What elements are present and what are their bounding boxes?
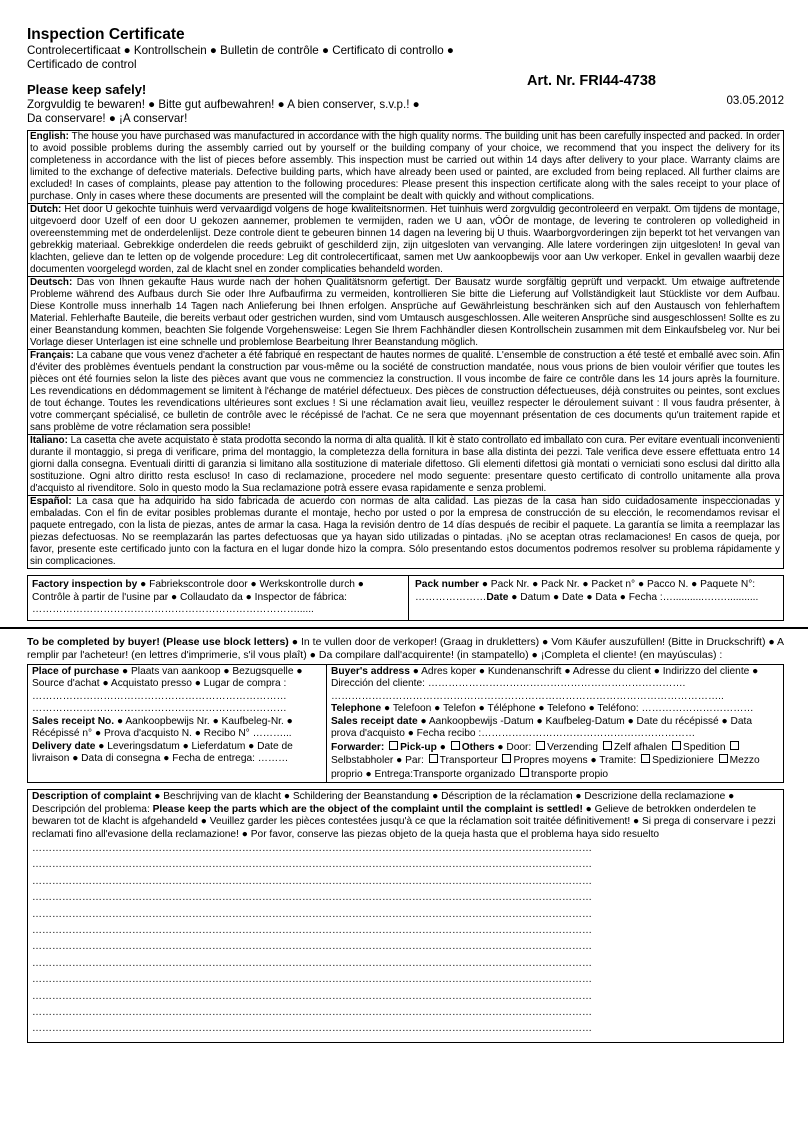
pickup-checkbox[interactable] [389, 741, 398, 750]
article-number: Art. Nr. FRI44-4738 [527, 73, 656, 89]
lang-text: La cabane que vous venez d'acheter a été fabriqué en respectant de hautes normes de qualité. L'ensemble de construction a été testé et emballé avec soin. Afin d'éviter des problèmes éventuels pendant la construction par vous-même ou la société de construction mandatée, nous vous prions de bien vouloir vérifier que toutes les pièces ont été fournies selon la liste des pièces avant que vous ne commenciez la construction. Il vous incombe de faire ce contrôle dans les 14 jours après la fourniture. Les revendications en dédommagement se limitent à l'échange de matériel défectueux. Des pièces de construction défectueuses, déjà construites ou peintes, sont exclues de tout échange. Toutes les revendications ultérieures sont exclues ! Si une réclamation avait lieu, veuillez respecter le déroulement suivant : Il vous faudra présenter, à votre commerçant spécialisé, ce bulletin de contrôle avec le récépissé de l'achat. Ce ne sera que moyennant présentation de ces documents qu'un traitement rapide et sans problème de votre réclamation sera possible! [30, 350, 780, 433]
address-label: Buyer's address [331, 665, 410, 677]
factory-inspection-label: Factory inspection by [32, 579, 138, 590]
lang-text: Het door U gekochte tuinhuis werd vervaardigd volgens de hoge kwaliteitsnormen. Het tuinhuis werd zorgvuldig gecontroleerd en verpakt. Om tijdens de montage, uitgevoerd door Uzelf of een door U gekozen aannemer, problemen te vermijden, raden we U aan, vÓÓr de montage, de levering te controleren op volledigheid in overeenstemming met de onderdelenlijst. Deze controle dient te gebeuren binnen 14 dagen na levering bij U thuis. Waarborgvorderingen zijn beperkt tot het vervangen van gebrekkig materiaal. Gebrekkige onderdelen die reeds gebruikt of geschilderd zijn, zijn uitgesloten van vervanging. Alle latere vorderingen zijn uitgesloten! In geval van klachten, gelieve dan te letten op de volgende procedure: Leg dit controlecertificaat, samen met Uw aankoopbewijs voor aan Uw verkoper. Enkel in gevallen waarbij deze documenten voorgelegd worden, zal de klacht snel en zonder complicaties behandeld worden. [30, 204, 780, 275]
selbstabholer-label: Selbstabholer ● Par: [331, 755, 424, 766]
complaint-line: …………………………………………………………………………………………………………………………………………………… [32, 974, 592, 986]
inspection-certificate-page [27, 26, 784, 1043]
complaint-line: …………………………………………………………………………………………………………………………………………………… [32, 908, 592, 920]
forwarder-label: Forwarder: [331, 741, 385, 753]
complaint-line: …………………………………………………………………………………………………………………………………………………… [32, 843, 592, 854]
phone-label: Telephone [331, 703, 382, 714]
complaint-description-box [27, 789, 784, 1043]
transporteur-checkbox[interactable] [429, 754, 438, 763]
pickup-label: Pick-up [400, 741, 437, 753]
complaint-line: …………………………………………………………………………………………………………………………………………………… [32, 892, 592, 904]
complaint-line: …………………………………………………………………………………………………………………………………………………… [32, 875, 592, 887]
pack-number-dots: ………………… [415, 591, 487, 603]
lang-label: Dutch: [30, 204, 62, 215]
delivery-date-field[interactable] [32, 741, 322, 766]
document-title: Inspection Certificate [27, 26, 185, 43]
spedizioniere-label: Spedizioniere [652, 755, 714, 766]
lang-espanol [28, 496, 783, 568]
pack-number-text: ● Pack Nr. ● Pack Nr. ● Packet n° ● Pacco N. ● Paquete N°: [478, 579, 756, 590]
lang-francais [28, 350, 783, 435]
lang-text: La casetta che avete acquistato è stata prodotta secondo la norma di alta qualità. Il kit è stato controllato ed imballato con cura. Per evitare eventuali inconvenienti durante il montaggio, si prega di verificare, prima del montaggio, la completezza della fornitura in base alla distinta dei pezzi. Tale verifica deve essere effettuata entro 14 giorni dalla consegna. Eventuali diritti di garanzia si limitano alla sostituzione di materiale difettoso. Gli elementi difettosi già montati o verniciati sono esclusi dal diritto alla sostituzione. Ogni altro diritto resta escluso! In caso di reclamazione, procedere nel modo seguente: presentare questo certificato di controllo unitamente alla prova d'acquisto al rivenditore. Solo in questo modo la Sua reclamazione potrà essere evasa rapidamente e senza problemi. [30, 435, 780, 494]
complaint-line: …………………………………………………………………………………………………………………………………………………… [32, 1023, 592, 1035]
date-text: ● Datum ● Date ● Data ● Fecha :…...........….…........... [508, 591, 759, 603]
complaint-line: …………………………………………………………………………………………………………………………………………………… [32, 957, 592, 969]
delivery-text: ● Leveringsdatum ● Lieferdatum ● Date de livraison ● Data di consegna ● Fecha de entrega: ……… [32, 740, 293, 764]
transporte-propio-checkbox[interactable] [520, 768, 529, 777]
spedition-label: Spedition [683, 741, 726, 753]
delivery-label: Delivery date [32, 740, 96, 752]
pack-number-label: Pack number [415, 579, 479, 590]
keep-safely-translations: Zorgvuldig te bewaren! ● Bitte gut aufbewahren! ● A bien conserver, s.v.p.! ● Da conservare! ● ¡A conservar! [27, 98, 420, 125]
telephone-field[interactable] [331, 703, 779, 716]
date-label: Date [486, 591, 509, 603]
factory-inspection-text: ● Fabriekscontrole door ● Werkskontrolle durch ● Contrôle à partir de l'usine par ● Collaudato da ● Inspector de fábrica: [32, 579, 364, 603]
complaint-text-2: ● Gelieve de betrokken onderdelen te bewaren tot de klacht is afgehandeld ● Veuillez garder les pièces contestées jusqu'à ce que la réclamation soit traitée définitivement! ● Si prega di conservare i pezzi reclamati fino all'evasione della reclamazione! ● Por favor, conserve las piezas objeto de la queja hasta que el problema haya sido resuelto [32, 803, 776, 840]
keep-safely-heading: Please keep safely! [27, 82, 147, 97]
propres-moyens-checkbox[interactable] [502, 754, 511, 763]
mezzo-proprio-label: Mezzo proprio ● Entrega:Transporte organizado [331, 755, 760, 780]
sales-date-label: Sales receipt date [331, 715, 418, 727]
place-dots-2: ………………………………………………………………… [32, 703, 287, 714]
lang-label: Français: [30, 350, 74, 361]
lang-label: Español: [30, 496, 72, 507]
lang-label: English: [30, 131, 69, 142]
pack-number-field[interactable] [409, 576, 783, 620]
mezzo-proprio-checkbox[interactable] [719, 754, 728, 763]
complaint-line: …………………………………………………………………………………………………………………………………………………… [32, 990, 592, 1002]
address-dots: …………………………………………………………………………………………………….. [331, 690, 724, 702]
document-subtitle: Controlecertificaat ● Kontrollschein ● Bulletin de contrôle ● Certificato di controllo ● Certificado de control [27, 44, 454, 71]
door-label: ● Door: [494, 741, 532, 753]
buyer-address-field[interactable] [331, 666, 779, 691]
propres-moyens-label: Propres moyens ● Tramite: [513, 755, 637, 766]
sales-date-text: ● Aankoopbewijs -Datum ● Kaufbeleg-Datum ● Date du récépissé ● Data prova d'acquisto ● Fecha recibo :……………………………………………………… [331, 715, 753, 739]
factory-inspection-dots: ……………………………………………………………………...... [32, 604, 314, 615]
spedition-checkbox[interactable] [672, 741, 681, 750]
buyer-heading-text: ● In te vullen door de verkoper! (Graag in drukletters) ● Vom Käufer auszufüllen! (Bitte in Druckschrift) ● A remplir par l'acheteur! (en lettres d'imprimerie, s'il vous plaît) ● Da compilare dall'acquirente! (in stampatello) ● ¡Completa el cliente! (en mayúsculas) : [27, 635, 784, 661]
complaint-writing-lines[interactable] [32, 841, 779, 1038]
buyer-section-heading [27, 636, 784, 662]
lang-deutsch [28, 277, 783, 350]
lang-text: La casa que ha adquirido ha sido fabricada de acuerdo con normas de alta calidad. Las piezas de la casa han sido cuidadosamente inspeccionadas y embaladas. Con el fin de evitar posibles problemas durante el montaje, hecho por usted o por la empresa de construcción de su elección, le recomendamos revisar el paquete entregado, con la lista de piezas, antes de armar la casa. Haga la revisión dentro de 14 días después de recibir el paquete. La garantía se limita a reemplazar las piezas defectuosas. No se reemplazarán las partes defectuosas que ya hayan sido utilizadas o pintadas. ¡No se aceptan otras reclamaciones! En casos de queja, por favor, presente este certificado junto con la factura en el lugar donde hizo la compra. Sólo presentando estos documentos podremos resolver su problema rápidamente y sin complicaciones. [30, 496, 780, 567]
lang-dutch [28, 204, 783, 277]
spedizioniere-checkbox[interactable] [641, 754, 650, 763]
purchase-column [28, 665, 327, 783]
document-date: 03.05.2012 [726, 95, 784, 107]
place-of-purchase-field[interactable] [32, 666, 322, 691]
complaint-line: …………………………………………………………………………………………………………………………………………………… [32, 1007, 592, 1019]
others-checkbox[interactable] [451, 741, 460, 750]
zelf-afhalen-checkbox[interactable] [603, 741, 612, 750]
receipt-no-text: ● Aankoopbewijs Nr. ● Kaufbeleg-Nr. ● Récépissé n° ● Prova d'acquisto N. ● Recibo N° ………... [32, 715, 293, 739]
lang-label: Italiano: [30, 435, 68, 446]
buyer-column [327, 665, 783, 783]
transporteur-label: Transporteur [439, 755, 498, 766]
verzending-checkbox[interactable] [536, 741, 545, 750]
section-divider [0, 627, 808, 629]
complaint-line: …………………………………………………………………………………………………………………………………………………… [32, 941, 592, 953]
others-label: Others [461, 741, 495, 753]
verzending-label: Verzending [547, 741, 599, 753]
sales-receipt-date-field[interactable] [331, 716, 779, 741]
complaint-line: …………………………………………………………………………………………………………………………………………………… [32, 859, 592, 871]
place-dots-1: ………………………………………………………………… [32, 690, 287, 702]
factory-inspection-field[interactable] [28, 576, 409, 620]
complaint-instructions [32, 791, 779, 841]
complaint-text-1: ● Beschrijving van de klacht ● Schildering der Beanstandung ● Déscription de la réclamation ● Descrizione della reclamazione ● Descripción del problema: [32, 791, 735, 815]
lang-italiano [28, 435, 783, 496]
language-terms-box [27, 130, 784, 569]
factory-inspection-box [27, 575, 784, 621]
address-text: ● Adres koper ● Kundenanschrift ● Adresse du client ● Indirizzo del cliente ● Dirección del cliente: …………………………………………………………………. [331, 665, 759, 689]
buyer-details-grid [27, 664, 784, 784]
selbstabholer-checkbox[interactable] [730, 741, 739, 750]
complaint-label: Description of complaint [32, 791, 152, 802]
complaint-line: …………………………………………………………………………………………………………………………………………………… [32, 925, 592, 937]
lang-english [28, 131, 783, 204]
receipt-no-label: Sales receipt No. [32, 715, 115, 727]
place-label: Place of purchase [32, 665, 120, 677]
buyer-heading-label: To be completed by buyer! (Please use block letters) [27, 635, 289, 648]
zelf-afhalen-label: Zelf afhalen [613, 741, 668, 753]
sales-receipt-no-field[interactable] [32, 716, 322, 741]
lang-text: Das von Ihnen gekaufte Haus wurde nach der hohen Qualitätsnorm gefertigt. Der Bausatz wurde sorgfältig geprüft und verpackt. Um etwaige auftretende Probleme während des Aufbaus durch Sie oder Ihre Aufbaufirma zu vermeiden, kontrollieren Sie bitte die Lieferung auf Vollständigkeit laut Stückliste vor dem Aufbau. Diese Kontrolle muss innerhalb 14 Tagen nach Anlieferung bei Ihnen erfolgen. Ansprüche auf Gewährleistung beschränken sich auf den Austausch von fehlerhaftem Material. Fehlerhafte Bauteile, die bereits verbaut oder gestrichen wurden, sind vom Umtausch ausgeschlossen. Alle weiteren Ansprüche sind ausgeschlossen! Sollte es zu einer Beanstandung kommen, beachten Sie folgende Vorgehensweise: Legen Sie Ihrem Fachhändler diesen Kontrollschein zusammen mit dem Einkaufsbeleg vor. Nur bei Vorlage dieser Unterlagen ist eine schnelle und problemlose Bearbeitung Ihrer Beanstandung möglich. [30, 277, 780, 348]
lang-label: Deutsch: [30, 277, 73, 288]
complaint-keep-parts: Please keep the parts which are the object of the complaint until the complaint is settled! [152, 803, 583, 815]
place-text: ● Plaats van aankoop ● Bezugsquelle ● Source d'achat ● Acquistato presso ● Lugar de compra : [32, 665, 303, 689]
forwarder-field: Forwarder: Pick-up ● Others ● Door: Verzending Zelf afhalen Spedition Selbstabholer ● Par: Transporteur Propres moyens ● Tramite: Spedizioniere Mezzo proprio ● Entrega:Transporte organizado transporte propio [331, 741, 760, 780]
transporte-propio-label: transporte propio [531, 768, 609, 780]
lang-text: The house you have purchased was manufactured in accordance with the high quality norms. The building unit has been carefully inspected and packed. In order to avoid possible problems during the assembly carried out by yourself or the building company of your choice, we recommend that you inspect the delivery for its completeness in accordance with the list of pieces before assembly. This inspection must be carried out within 14 days after delivery to your place. Warranty claims are limited to the exchange of defective materials. Defective building parts, which have already been used or painted, are excluded from being replaced. All further claims are excluded! In cases of complaints, please pay attention to the following procedures: Please present this inspection certificate along with the sales receipt to your place of purchase. Only in cases where these documents are presented will the complaint be dealt with quickly and without complications. [30, 131, 780, 202]
phone-text: ● Telefoon ● Telefon ● Téléphone ● Telefono ● Teléfono: …………………………… [381, 703, 754, 714]
